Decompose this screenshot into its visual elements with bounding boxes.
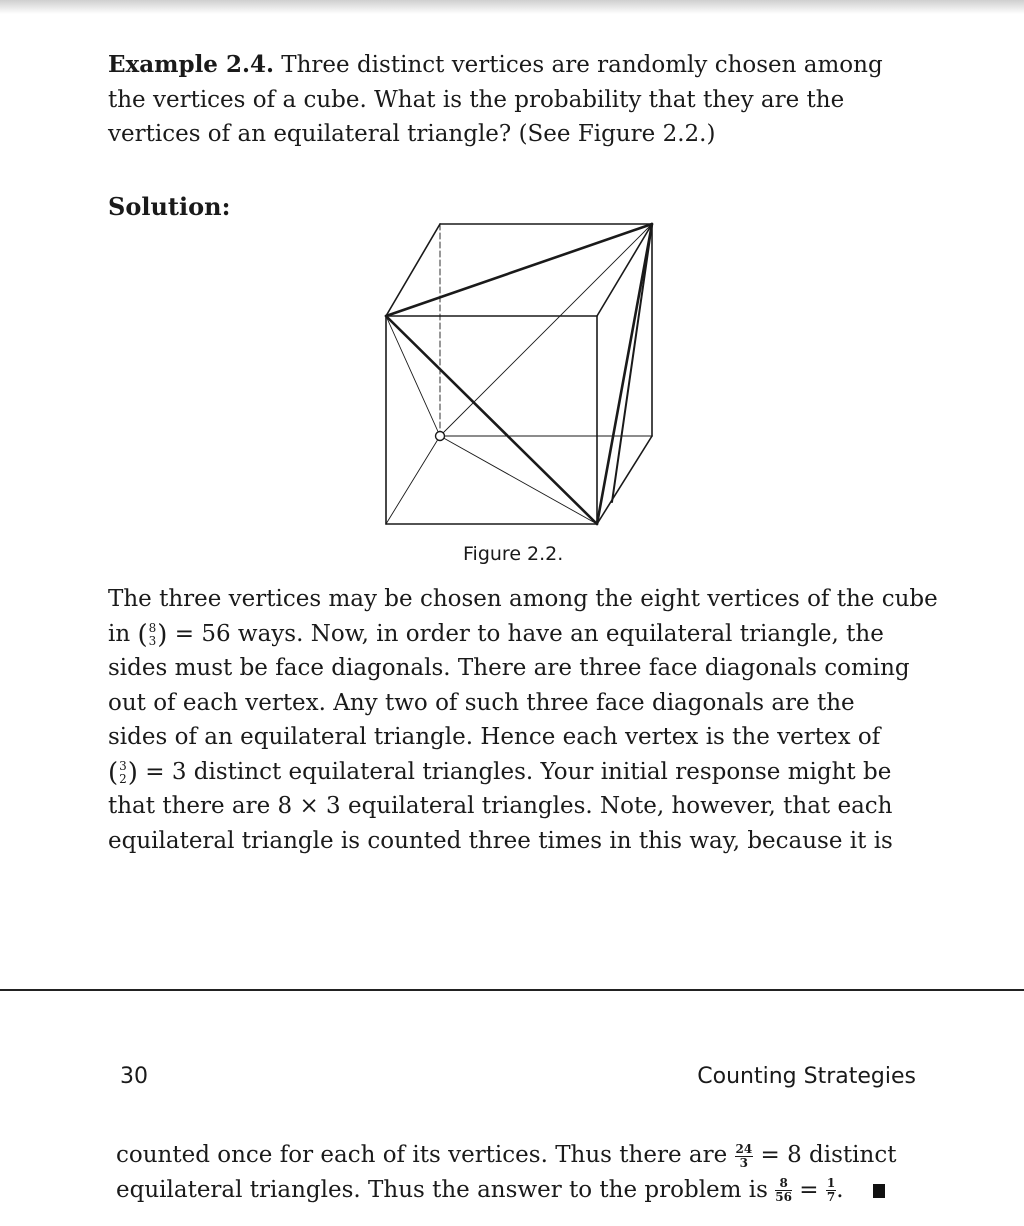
triangle-side — [386, 316, 597, 524]
cube-hidden-edge — [386, 436, 440, 524]
solution-heading: Solution: — [108, 192, 231, 221]
page-number: 30 — [120, 1064, 148, 1089]
hidden-vertex-marker — [436, 432, 445, 441]
body-line-8: equilateral triangle is counted three times in this way, because it is — [108, 827, 893, 854]
binomial-3-2: ( 3 2 ) — [108, 757, 138, 788]
diagonal-thin — [386, 316, 440, 436]
triangle-side — [386, 224, 652, 316]
fraction-8-56: $\frac{8}{56}$ — [775, 1176, 792, 1204]
example-line-3: vertices of an equilateral triangle? (See Figure 2.2.) — [108, 121, 716, 147]
body-line-2: in ( 8 3 ) = 56 ways. Now, in order to have an equilateral triangle, the — [108, 619, 884, 650]
chapter-title: Counting Strategies — [697, 1064, 916, 1089]
body-paragraph — [108, 582, 938, 858]
diagonal-thin — [440, 436, 597, 524]
body-line-3: sides must be face diagonals. There are three face diagonals coming — [108, 655, 910, 681]
body-line-6: ( 3 2 ) = 3 distinct equilateral triangles. Your initial response might be — [108, 757, 892, 788]
continuation-paragraph — [116, 1138, 916, 1207]
continuation-line-1: counted once for each of its vertices. Thus there are $\frac{24}{3}$ = 8 distinct — [116, 1141, 897, 1170]
example-line-2: the vertices of a cube. What is the probability that they are the — [108, 86, 845, 113]
fraction-24-3: $\frac{24}{3}$ — [735, 1141, 753, 1170]
binomial-8-3: ( 8 3 ) — [137, 619, 168, 650]
continuation-line-2: equilateral triangles. Thus the answer to the problem is $\frac{8}{56}$ = $\frac{1}{7}$ . — [116, 1173, 916, 1208]
figure-caption: Figure 2.2. — [463, 543, 564, 565]
fraction-1-7: $\frac{1}{7}$ — [826, 1176, 836, 1204]
body-line-4: out of each vertex. Any two of such three face diagonals are the — [108, 689, 855, 716]
body-line-5: sides of an equilateral triangle. Hence each vertex is the vertex of — [108, 724, 881, 750]
cube-edge — [386, 224, 440, 316]
triangle-side — [612, 224, 652, 502]
body-line-1: The three vertices may be chosen among the eight vertices of the cube — [108, 586, 938, 612]
body-line-7: that there are 8 × 3 equilateral triangles. Note, however, that each — [108, 793, 893, 819]
page-divider — [0, 989, 1024, 991]
qed-square-icon — [873, 1184, 885, 1198]
cube-figure — [0, 0, 1024, 560]
example-line-1: Three distinct vertices are randomly chosen among — [281, 52, 883, 78]
example-label: Example 2.4. — [108, 51, 274, 78]
